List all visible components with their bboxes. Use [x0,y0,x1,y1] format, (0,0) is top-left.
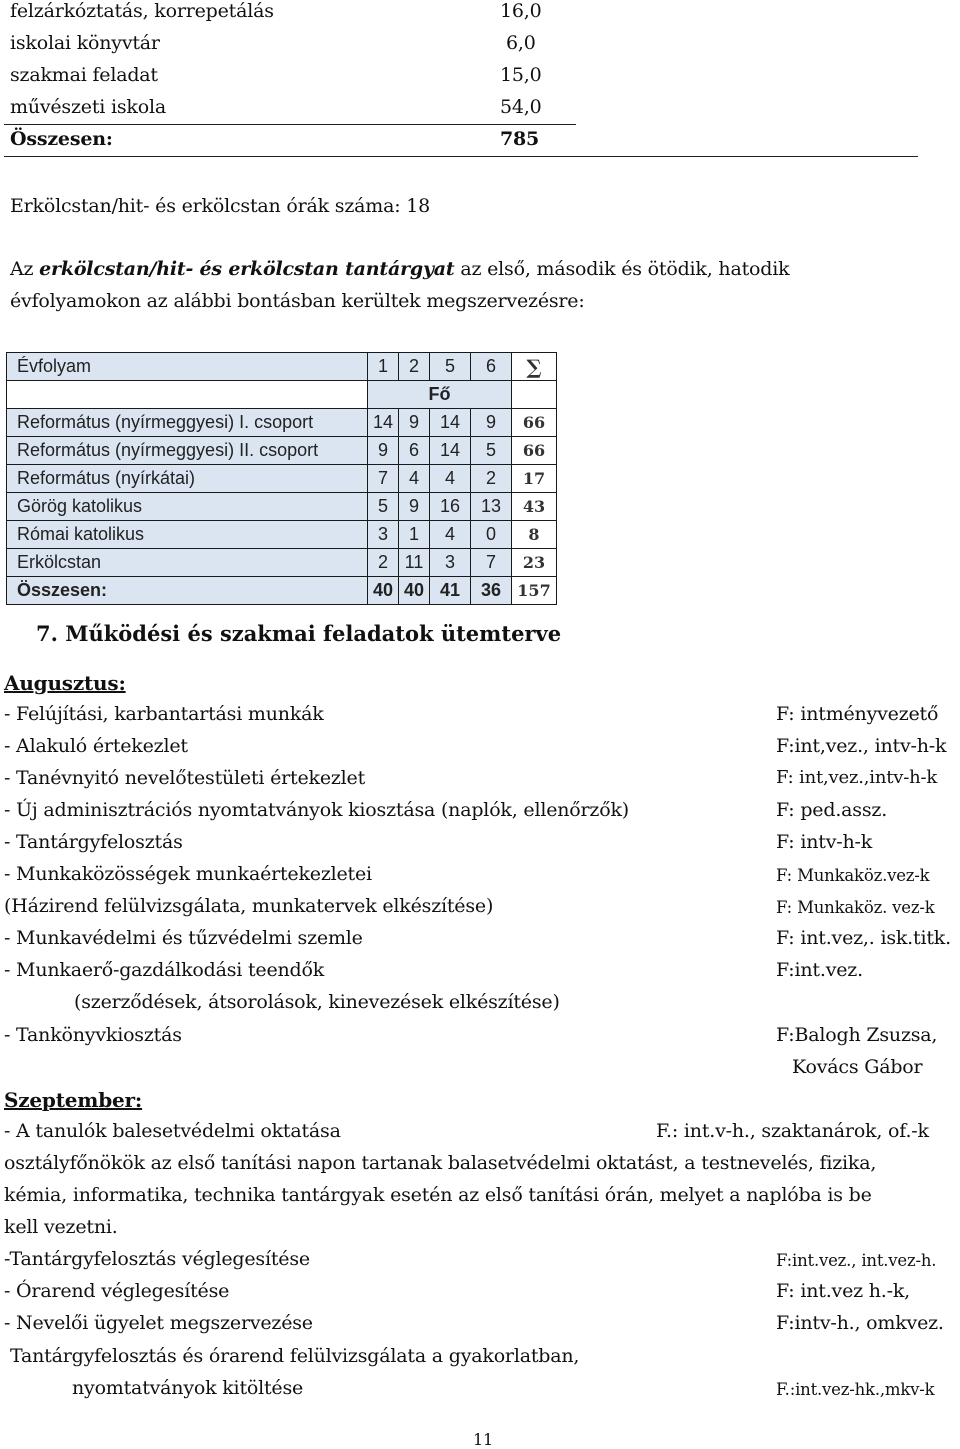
task-text: (szerződések, átsorolások, kinevezések elkészítése) [74,991,560,1013]
row-sum: 43 [512,493,557,521]
intro-emphasis: erkölcstan/hit- és erkölcstan tantárgyat [39,258,455,280]
cell: 3 [368,521,399,549]
task-responsible: F:int.vez. [776,959,863,981]
task-text: - Munkavédelmi és tűzvédelmi szemle [4,927,363,949]
task-responsible: F: int.vez,. isk.titk. [776,927,951,949]
task-text: - Nevelői ügyelet megszervezése [4,1312,313,1334]
cell: 41 [430,577,471,605]
list-item-label: felzárkóztatás, korrepetálás [10,0,274,22]
intro-line-2: évfolyamokon az alábbi bontásban kerültek megszervezésre: [10,290,585,312]
task-responsible: F.: int.v-h., szaktanárok, of.-k [656,1120,929,1142]
cell: 0 [471,521,512,549]
cell: 9 [399,493,430,521]
row-sum: 66 [512,409,557,437]
list-item-value: 16,0 [500,0,542,22]
cell: 9 [471,409,512,437]
september-title: Szeptember: [4,1088,143,1112]
cell: 4 [430,521,471,549]
cell: 7 [471,549,512,577]
header-col: 1 [368,353,399,381]
task-text: -Tantárgyfelosztás véglegesítése [4,1248,310,1270]
table-row [7,465,557,493]
cell: 2 [368,549,399,577]
task-responsible: F: int.vez h.-k, [776,1280,911,1302]
enrollment-table [6,352,557,605]
total-value: 785 [500,128,540,150]
table-row [7,549,557,577]
task-text: (Házirend felülvizsgálata, munkatervek elkészítése) [4,895,494,917]
cell: 36 [471,577,512,605]
cell: 5 [368,493,399,521]
row-name: Református (nyírkátai) [7,465,368,493]
table-row [7,521,557,549]
cell: 1 [399,521,430,549]
section-title: 7. Működési és szakmai feladatok ütemterve [36,621,562,646]
cell: 40 [399,577,430,605]
sum-symbol: ∑ [512,353,557,381]
task-responsible: F: ped.assz. [776,799,888,821]
cell: 6 [399,437,430,465]
intro-prefix: Az [10,258,40,280]
table-row [7,437,557,465]
list-item-value: 54,0 [500,96,542,118]
empty-cell [7,381,368,409]
table-row [7,493,557,521]
cell: 4 [430,465,471,493]
task-responsible: F: Munkaköz.vez-k [776,866,930,885]
cell: 5 [471,437,512,465]
list-item-value: 6,0 [506,32,536,54]
august-title: Augusztus: [4,671,126,695]
task-text: - Tantárgyfelosztás [4,831,183,853]
cell: 40 [368,577,399,605]
row-name: Református (nyírmeggyesi) II. csoport [7,437,368,465]
task-text: - Felújítási, karbantartási munkák [4,703,324,725]
header-label: Évfolyam [7,353,368,381]
header-col: 2 [399,353,430,381]
task-text: - Új adminisztrációs nyomtatványok kiosztása (naplók, ellenőrzők) [4,799,629,821]
task-responsible: Kovács Gábor [792,1056,923,1078]
paragraph-line: osztályfőnökök az első tanítási napon tartanak balasetvédelmi oktatást, a testnevelés, fizika, [4,1152,877,1174]
cell: 2 [471,465,512,493]
row-name: Római katolikus [7,521,368,549]
table-row [7,409,557,437]
list-item-label: szakmai feladat [10,64,158,86]
row-sum: 17 [512,465,557,493]
task-responsible: F: int,vez.,intv-h-k [776,767,938,788]
table-total-row [7,577,557,605]
paragraph-line: kémia, informatika, technika tantárgyak esetén az első tanítási órán, melyet a naplóba is be [4,1184,872,1206]
cell: 14 [430,409,471,437]
cell: 9 [399,409,430,437]
task-responsible: F: intményvezető [776,703,939,725]
cell: 11 [399,549,430,577]
intro-suffix: az első, második és ötödik, hatodik [454,258,790,280]
intro-line-1 [10,258,789,280]
list-item-value: 15,0 [500,64,542,86]
task-responsible: F:int.vez., int.vez-h. [776,1251,937,1270]
row-name: Református (nyírmeggyesi) I. csoport [7,409,368,437]
task-text: nyomtatványok kitöltése [72,1377,304,1399]
cell: 4 [399,465,430,493]
total-sum: 157 [512,577,557,605]
table-unit-row [7,381,557,409]
row-sum: 23 [512,549,557,577]
table-header-row [7,353,557,381]
task-text: Tantárgyfelosztás és órarend felülvizsgálata a gyakorlatban, [10,1345,580,1367]
list-item-label: iskolai könyvtár [10,32,160,54]
ethics-count: Erkölcstan/hit- és erkölcstan órák száma: 18 [10,195,431,217]
header-col: 5 [430,353,471,381]
cell: 3 [430,549,471,577]
task-responsible: F:int,vez., intv-h-k [776,735,947,757]
task-text: - Tankönyvkiosztás [4,1024,182,1046]
cell: 14 [430,437,471,465]
task-responsible: F.:int.vez-hk.,mkv-k [776,1380,935,1399]
header-col: 6 [471,353,512,381]
list-item-label: művészeti iskola [10,96,166,118]
total-label: Összesen: [10,128,113,150]
row-name: Erkölcstan [7,549,368,577]
task-text: - Alakuló értekezlet [4,735,188,757]
divider [4,124,576,125]
task-responsible: F: intv-h-k [776,831,873,853]
total-row-name: Összesen: [7,577,368,605]
cell: 14 [368,409,399,437]
cell: 13 [471,493,512,521]
page-number: 11 [473,1430,493,1449]
task-text: - Munkaközösségek munkaértekezletei [4,863,372,885]
divider [4,156,918,157]
task-responsible: F:Balogh Zsuzsa, [776,1024,938,1046]
task-text: - Órarend véglegesítése [4,1280,230,1302]
task-responsible: F:intv-h., omkvez. [776,1312,944,1334]
cell: 16 [430,493,471,521]
task-text: - Munkaerő-gazdálkodási teendők [4,959,325,981]
unit-label: Fő [368,381,512,409]
row-name: Görög katolikus [7,493,368,521]
cell: 7 [368,465,399,493]
task-text: - A tanulók balesetvédelmi oktatása [4,1120,341,1142]
row-sum: 8 [512,521,557,549]
task-text: - Tanévnyitó nevelőtestületi értekezlet [4,767,366,789]
paragraph-line: kell vezetni. [4,1216,118,1238]
row-sum: 66 [512,437,557,465]
cell: 9 [368,437,399,465]
empty-cell [512,381,557,409]
task-responsible: F: Munkaköz. vez-k [776,898,935,917]
